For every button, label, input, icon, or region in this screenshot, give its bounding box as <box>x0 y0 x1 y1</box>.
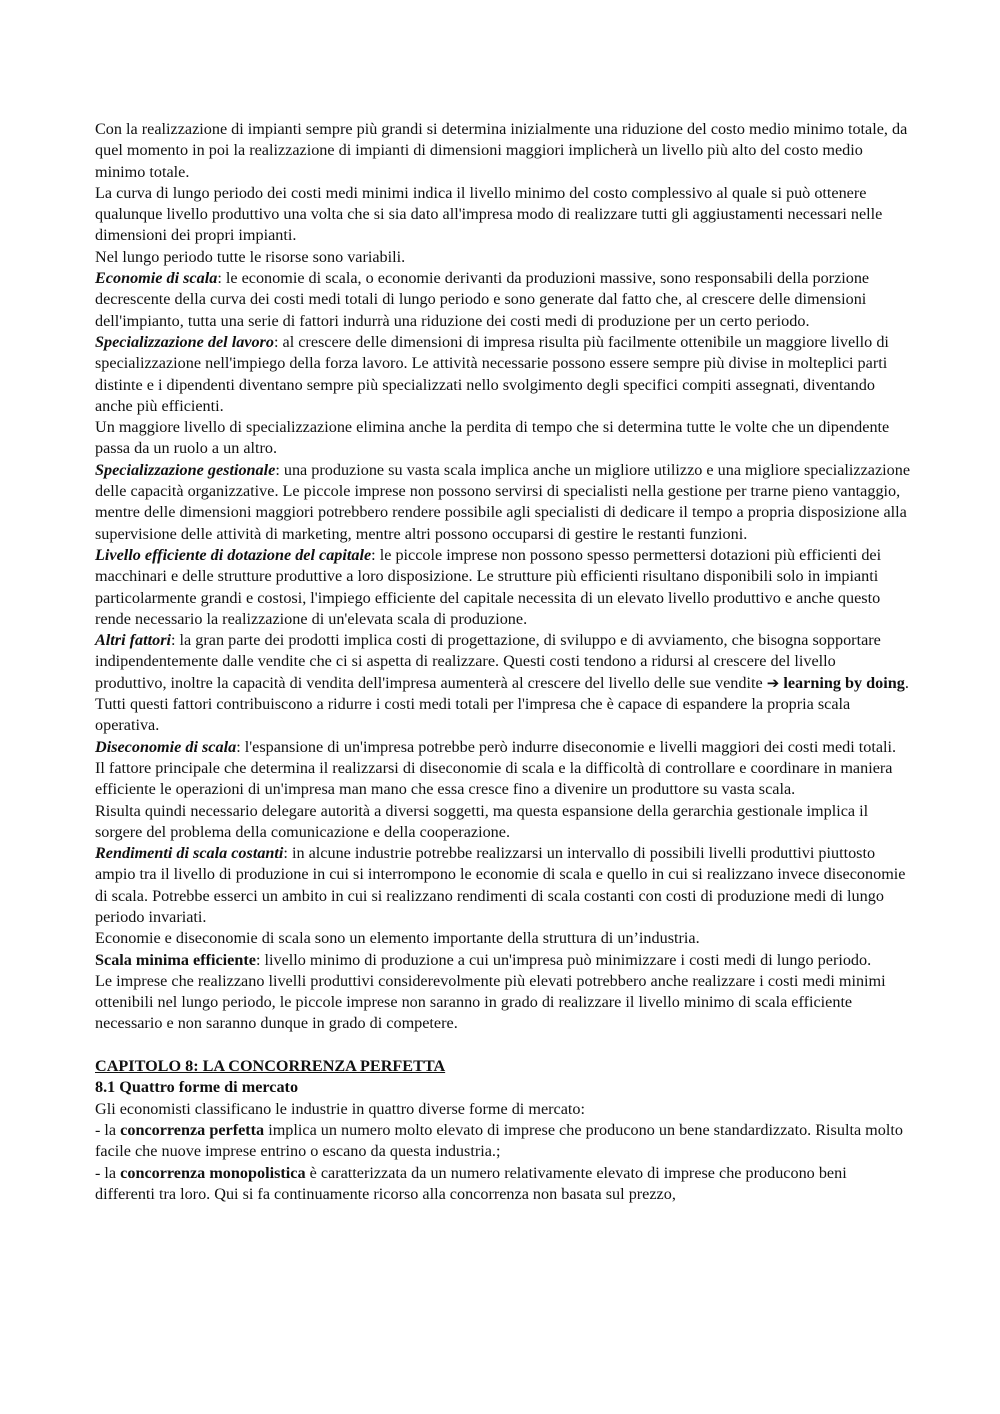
paragraph-text: : l'espansione di un'impresa potrebbe però indurre diseconomie e livelli maggiori dei costi medi totali. Il fattore principale che determina il realizzarsi di diseconomie di scala e la difficoltà di controllare e coordinare in maniera efficiente le operazioni di un'impresa man mano che essa cresce fino a divenire un produttore su vasta scala. <box>95 737 897 799</box>
term-monopolistic-competition: concorrenza monopolistica <box>120 1163 306 1182</box>
term-diseconomies-of-scale: Diseconomie di scala <box>95 737 237 756</box>
paragraph-text: Nel lungo periodo tutte le risorse sono variabili. <box>95 247 406 266</box>
paragraph-text: Le imprese che realizzano livelli produttivi considerevolmente più elevati potrebbero anche realizzare i costi medi minimi ottenibili nel lungo periodo, le piccole imprese non saranno in grado di realizzare il livello minimo di scala efficiente necessario e non saranno dunque in grado di competere. <box>95 971 886 1033</box>
paragraph-market-forms-intro <box>95 1099 910 1120</box>
term-labor-specialization: Specializzazione del lavoro <box>95 332 274 351</box>
section-title: 8.1 Quattro forme di mercato <box>95 1078 299 1097</box>
term-other-factors: Altri fattori <box>95 631 172 650</box>
paragraph-text: La curva di lungo periodo dei costi medi minimi indica il livello minimo del costo complessivo al quale si può ottenere qualunque livello produttivo una volta che si sia dato all'impresa modo di realizzare tutti gli aggiustamenti necessari nelle dimensioni dei propri impianti. <box>95 183 883 245</box>
list-prefix: - la <box>95 1120 121 1139</box>
paragraph-text: : livello minimo di produzione a cui un'impresa può minimizzare i costi medi di lungo periodo. <box>255 950 872 969</box>
paragraph-text: Economie e diseconomie di scala sono un elemento importante della struttura di un’industria. <box>95 929 700 948</box>
term-managerial-specialization: Specializzazione gestionale <box>95 460 276 479</box>
paragraph-text: . <box>904 673 909 692</box>
paragraph-managerial-specialization <box>95 460 910 545</box>
term-minimum-efficient-scale: Scala minima efficiente <box>95 950 256 969</box>
paragraph-labor-specialization <box>95 332 910 417</box>
paragraph-text: : in alcune industrie potrebbe realizzarsi un intervallo di possibili livelli produttivi piuttosto ampio tra il livello di produzione in cui si interrompono le economie di scala e quello in cui si realizzano invece diseconomie di scala. Potrebbe esserci un ambito in cui si realizzano rendimenti di scala costanti con costi di produzione medi di lungo periodo invariati. <box>95 844 906 926</box>
paragraph-minimum-efficient-scale <box>95 950 910 971</box>
paragraph-capital-efficiency <box>95 545 910 630</box>
paragraph-specialization-time <box>95 417 910 460</box>
paragraph-variable-resources <box>95 247 910 268</box>
paragraph-text: Tutti questi fattori contribuiscono a ridurre i costi medi totali per l'impresa che è capace di espandere la propria scala operativa. <box>95 695 851 735</box>
paragraph-text: implica un numero molto elevato di imprese che producono un bene standardizzato. Risulta molto facile che nuove imprese entrino o escano da questa industria.; <box>95 1120 903 1161</box>
paragraph-all-factors <box>95 694 910 737</box>
document-page <box>95 119 910 1205</box>
paragraph-long-run-curve <box>95 183 910 247</box>
paragraph-delegation <box>95 801 910 844</box>
paragraph-text: Con la realizzazione di impianti sempre più grandi si determina inizialmente una riduzione del costo medio minimo totale, da quel momento in poi la realizzazione di impianti di dimensioni maggiori implicherà un livello più alto del costo medio minimo totale. <box>95 120 908 181</box>
arrow-right-icon: ➔ <box>766 673 780 692</box>
term-constant-returns: Rendimenti di scala costanti <box>95 844 284 863</box>
term-perfect-competition: concorrenza perfetta <box>120 1120 265 1139</box>
list-item-monopolistic-competition <box>95 1163 910 1206</box>
paragraph-text: : le economie di scala, o economie derivanti da produzioni massive, sono responsabili della porzione decrescente della curva dei costi medi totali di lungo periodo e sono generate dal fatto che, al crescere delle dimensioni dell'impianto, tutta una serie di fattori indurrà una riduzione dei costi medi di produzione per un certo periodo. <box>95 269 870 330</box>
paragraph-constant-returns <box>95 843 910 928</box>
term-economies-of-scale: Economie di scala <box>95 269 218 288</box>
paragraph-competition <box>95 971 910 1035</box>
paragraph-text: Gli economisti classificano le industrie in quattro diverse forme di mercato: <box>95 1099 585 1118</box>
paragraph-text: : la gran parte dei prodotti implica costi di progettazione, di sviluppo e di avviamento, che bisogna sopportare indipendentemente dalle vendite che ci si aspetta di realizzare. Questi costi tendono a ridursi al crescere del livello produttivo, inoltre la capacità di vendita dell'impresa aumenterà al crescere del livello delle sue vendite <box>95 631 881 692</box>
paragraph-industry-structure <box>95 928 910 949</box>
paragraph-text: è caratterizzata da un numero relativamente elevato di imprese che producono beni differenti tra loro. Qui si fa continuamente ricorso alla concorrenza non basata sul prezzo, <box>95 1163 847 1203</box>
paragraph-text: : al crescere delle dimensioni di impresa risulta più facilmente ottenibile un maggiore livello di specializzazione nell'impiego della forza lavoro. Le attività necessarie possono essere sempre più divise in molteplici parti distinte e i dipendenti diventano sempre più specializzati nello svolgimento degli specifici compiti assegnati, diventando anche più efficienti. <box>95 332 889 415</box>
chapter-title: CAPITOLO 8: LA CONCORRENZA PERFETTA <box>95 1057 446 1076</box>
paragraph-diseconomies <box>95 737 910 801</box>
paragraph-text: : le piccole imprese non possono spesso permettersi dotazioni più efficienti dei macchinari e delle strutture produttive a loro disposizione. Le strutture più efficienti risultano disponibili solo in impianti particolarmente grandi e costosi, l'impiego efficiente del capitale necessita di un elevato livello produttivo e anche questo rende necessario la realizzazione di un'elevata scala di produzione. <box>95 545 882 628</box>
paragraph-text: : una produzione su vasta scala implica anche un migliore utilizzo e una migliore specializzazione delle capacità organizzative. Le piccole imprese non possono servirsi di specialisti nella gestione per trarne pieno vantaggio, mentre delle dimensioni maggiori potrebbero rendere possibile agli specialisti di dedicare il tempo a propria disposizione alla supervisione delle attività di marketing, mentre altri possono occuparsi di gestire le restanti funzioni. <box>95 460 910 543</box>
paragraph-text: Un maggiore livello di specializzazione elimina anche la perdita di tempo che si determina tutte le volte che un dipendente passa da un ruolo a un altro. <box>95 418 890 458</box>
paragraph-economies-of-scale <box>95 268 910 332</box>
paragraph-other-factors <box>95 630 910 694</box>
term-capital-efficiency: Livello efficiente di dotazione del capitale <box>95 545 372 564</box>
paragraph-text: Risulta quindi necessario delegare autorità a diversi soggetti, ma questa espansione della gerarchia gestionale implica il sorgere del problema della comunicazione e della cooperazione. <box>95 801 869 841</box>
term-learning-by-doing: learning by doing <box>783 673 905 692</box>
list-prefix: - la <box>95 1163 121 1182</box>
list-item-perfect-competition <box>95 1120 910 1163</box>
paragraph-min-cost <box>95 119 910 183</box>
